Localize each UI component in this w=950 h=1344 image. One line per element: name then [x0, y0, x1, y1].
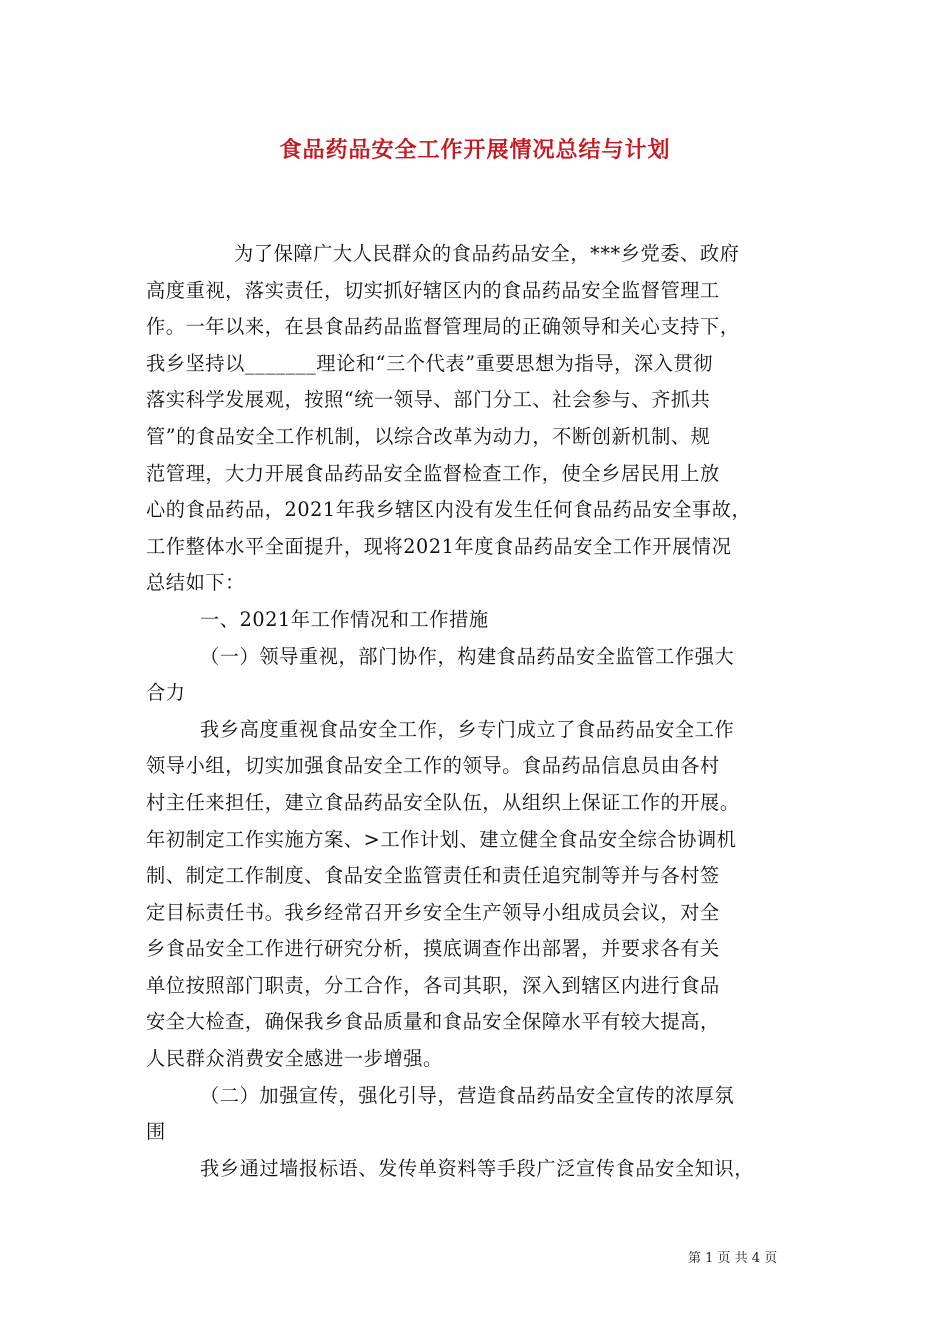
body-text-line: 乡食品安全工作进行研究分析，摸底调查作出部署，并要求各有关 [146, 937, 720, 961]
document-body [146, 236, 816, 1187]
page-number: 第 1 页 共 4 页 [688, 1251, 778, 1266]
body-text-line: 一、2021年工作情况和工作措施 [200, 607, 489, 631]
body-text-line: 安全大检查，确保我乡食品质量和食品安全保障水平有较大提高， [146, 1010, 720, 1034]
body-text-line: 制、制定工作制度、食品安全监管责任和责任追究制等并与各村签 [146, 864, 720, 888]
body-text-line: 单位按照部门职责，分工合作，各司其职，深入到辖区内进行食品 [146, 973, 720, 997]
body-text-line: （一）领导重视，部门协作，构建食品药品安全监管工作强大 [200, 644, 735, 668]
body-text-line: 领导小组，切实加强食品安全工作的领导。食品药品信息员由各村 [146, 754, 720, 778]
body-text-line: 作。一年以来，在县食品药品监督管理局的正确领导和关心支持下， [146, 315, 740, 339]
body-text-line: 为了保障广大人民群众的食品药品安全，***乡党委、政府 [234, 242, 740, 265]
body-text-line: 心的食品药品，2021年我乡辖区内没有发生任何食品药品安全事故， [146, 498, 752, 522]
body-text-line: 落实科学发展观，按照“统一领导、部门分工、社会参与、齐抓共 [146, 388, 711, 412]
body-text-line: 人民群众消费安全感进一步增强。 [146, 1047, 443, 1071]
body-text-line: 高度重视，落实责任，切实抓好辖区内的食品药品安全监督管理工 [146, 278, 720, 302]
body-text-line: 我乡坚持以_______理论和“三个代表”重要思想为指导，深入贯彻 [146, 351, 714, 375]
body-text-line: 我乡通过墙报标语、发传单资料等手段广泛宣传食品安全知识， [200, 1156, 755, 1180]
body-text-line: 总结如下： [146, 571, 245, 595]
document-title: 食品药品安全工作开展情况总结与计划 [279, 137, 671, 163]
body-text-line: 范管理，大力开展食品药品安全监督检查工作，使全乡居民用上放 [146, 461, 720, 485]
body-text-line: 我乡高度重视食品安全工作，乡专门成立了食品药品安全工作 [200, 717, 735, 741]
body-text-line: 村主任来担任，建立食品药品安全队伍，从组织上保证工作的开展。 [146, 790, 740, 814]
body-text-line: 工作整体水平全面提升，现将2021年度食品药品安全工作开展情况 [146, 534, 732, 558]
body-text-line: 围 [146, 1120, 166, 1144]
body-text-line: 合力 [146, 681, 186, 705]
body-text-line: （二）加强宣传，强化引导，营造食品药品安全宣传的浓厚氛 [200, 1083, 735, 1107]
body-text-line: 定目标责任书。我乡经常召开乡安全生产领导小组成员会议，对全 [146, 900, 720, 924]
body-text-line: 管”的食品安全工作机制，以综合改革为动力，不断创新机制、规 [146, 424, 711, 448]
body-text-line: 年初制定工作实施方案、>工作计划、建立健全食品安全综合协调机 [146, 827, 737, 851]
